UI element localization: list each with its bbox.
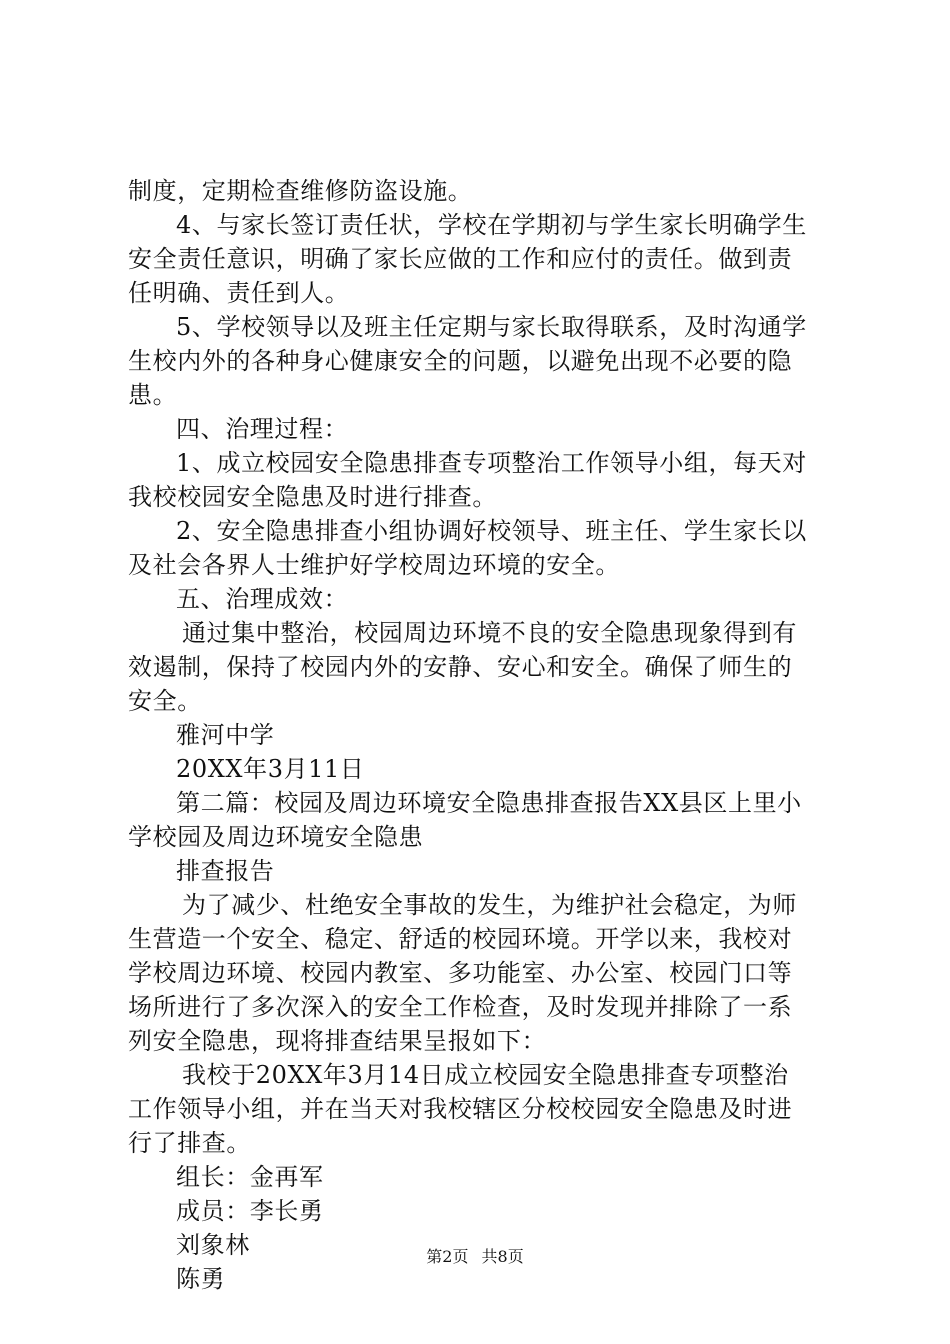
text-line: 任明确、责任到人。 xyxy=(128,279,350,307)
page-footer xyxy=(0,1246,950,1268)
text-line: 2、安全隐患排查小组协调好校领导、班主任、学生家长以 xyxy=(176,517,807,545)
page-total: 共8页 xyxy=(481,1247,524,1266)
signature-date: 20XX年3月11日 xyxy=(176,755,365,783)
text-line: 我校校园安全隐患及时进行排查。 xyxy=(128,483,497,511)
text-line: 场所进行了多次深入的安全工作检查，及时发现并排除了一系 xyxy=(128,993,793,1021)
chapter-title-cont: 排查报告 xyxy=(176,857,275,885)
text-line: 制度，定期检查维修防盗设施。 xyxy=(128,177,473,205)
member-line: 刘象林 xyxy=(176,1231,250,1259)
text-line: 列安全隐患，现将排查结果呈报如下： xyxy=(128,1027,547,1055)
text-line: 效遏制，保持了校园内外的安静、安心和安全。确保了师生的 xyxy=(128,653,793,681)
document-body xyxy=(128,174,832,1296)
chapter-title-cont: 学校园及周边环境安全隐患 xyxy=(128,823,424,851)
member-line: 陈勇 xyxy=(176,1265,226,1293)
page-number: 第2页 xyxy=(426,1247,469,1266)
text-line: 学校周边环境、校园内教室、多功能室、办公室、校园门口等 xyxy=(128,959,793,987)
text-line: 我校于20XX年3月14日成立校园安全隐患排查专项整治 xyxy=(182,1061,789,1089)
text-line: 工作领导小组，并在当天对我校辖区分校校园安全隐患及时进 xyxy=(128,1095,793,1123)
signature-school: 雅河中学 xyxy=(176,721,275,749)
chapter-title: 第二篇：校园及周边环境安全隐患排查报告XX县区上里小 xyxy=(176,789,802,817)
text-line: 通过集中整治，校园周边环境不良的安全隐患现象得到有 xyxy=(182,619,797,647)
text-line: 为了减少、杜绝安全事故的发生，为维护社会稳定，为师 xyxy=(182,891,797,919)
text-line: 及社会各界人士维护好学校周边环境的安全。 xyxy=(128,551,620,579)
text-line: 生校内外的各种身心健康安全的问题，以避免出现不必要的隐 xyxy=(128,347,793,375)
text-line: 患。 xyxy=(128,381,178,409)
text-line: 安全。 xyxy=(128,687,202,715)
text-line: 行了排查。 xyxy=(128,1129,251,1157)
text-line: 5、学校领导以及班主任定期与家长取得联系，及时沟通学 xyxy=(176,313,807,341)
member-line: 成员：李长勇 xyxy=(176,1197,324,1225)
text-line: 1、成立校园安全隐患排查专项整治工作领导小组，每天对 xyxy=(176,449,807,477)
section-heading: 五、治理成效： xyxy=(176,585,349,613)
member-line: 组长：金再军 xyxy=(176,1163,324,1191)
text-line: 安全责任意识，明确了家长应做的工作和应付的责任。做到责 xyxy=(128,245,793,273)
section-heading: 四、治理过程： xyxy=(176,415,349,443)
text-line: 生营造一个安全、稳定、舒适的校园环境。开学以来，我校对 xyxy=(128,925,793,953)
text-line: 4、与家长签订责任状，学校在学期初与学生家长明确学生 xyxy=(176,211,807,239)
